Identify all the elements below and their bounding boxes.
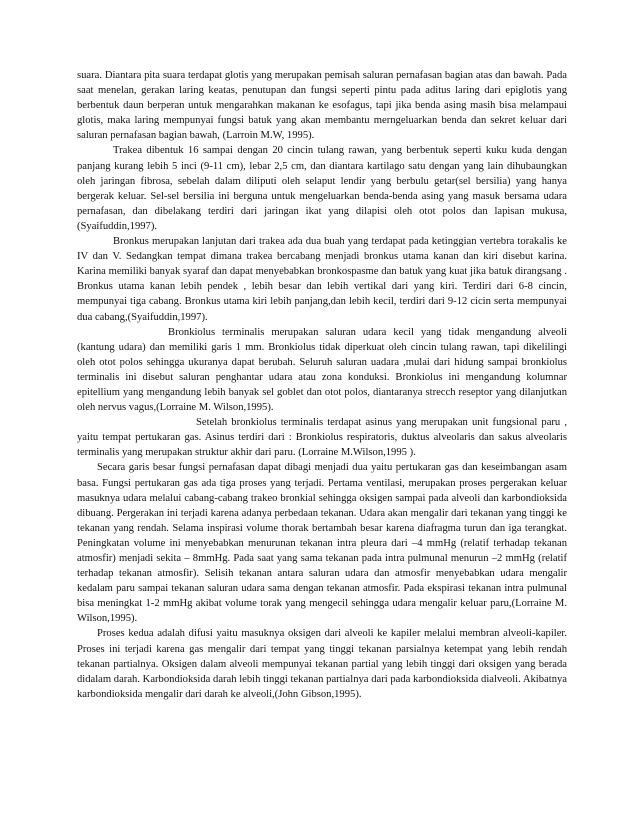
paragraph-larynx: suara. Diantara pita suara terdapat glotis yang merupakan pemisah saluran pernafasan bagian atas dan bawah. Pada saat menelan, gerakan laring keatas, penutupan dan fungsi seperti pintu pada aditus laring dari epiglotis yang berbentuk daun berperan untuk mengarahkan makanan ke esofagus, tapi jika benda asing masih bisa melampaui glotis, maka laring mempunyai fungsi batuk yang akan membantu merngeluarkan benda dan sekret keluar dari saluran pernafasan bagian bawah, (Larroin M.W, 1995). [77,70,567,142]
paragraph-ventilation: Secara garis besar fungsi pernafasan dapat dibagi menjadi dua yaitu pertukaran gas dan keseimbangan asam basa. Fungsi pertukaran gas ada tiga proses yang terjadi. Pertama ventilasi, merupakan proses pergerakan keluar masuknya udara melalui cabang-cabang trakeo bronkial sehingga oksigen sampai pada alveoli dan karbondioksida dibuang. Pergerakan ini terjadi karena adanya perbedaan tekanan. Udara akan mengalir dari tekanan yang tinggi ke tekanan yang rendah. Selama inspirasi volume thorak bertambah besar karena diafragma turun dan iga terangkat. Peningkatan volume ini menyebabkan menurunan tekanan intra pleura dari –4 mmHg (relatif terhadap tekanan atmosfir) menjadi sekita – 8mmHg. Pada saat yang sama tekanan pada intra pulmunal menurun –2 mmHg (relatif terhadap tekanan atmosfir). Selisih tekanan antara saluran udara dan atmosfir menyebabkan udara mengalir kedalam paru sampai tekanan saluran udara sama dengan tekanan atmosfir. Pada ekspirasi tekanan intra pulmunal bisa meningkat 1-2 mmHg akibat volume torak yang mengecil sehingga udara mengalir keluar paru,(Lorraine M. Wilson,1995). [77,462,567,625]
paragraph-trachea: Trakea dibentuk 16 sampai dengan 20 cincin tulang rawan, yang berbentuk seperti kuku kuda dengan panjang kurang lebih 5 inci (9-11 cm), lebar 2,5 cm, dan diantara kartilago satu dengan yang lain dihubaungkan oleh jaringan fibrosa, sebelah dalam diliputi oleh selaput lendir yang berbulu getar(sel bersilia) yang hanya bergerak keluar. Sel-sel bersilia ini berguna untuk mengeluarkan benda-benda asing yang masuk bersama udara pernafasan, dan dibelakang terdiri dari jaringan ikat yang dilapisi oleh otot polos dan lapisan mukusa, (Syaifuddin,1997). [77,145,567,232]
paragraph-diffusion: Proses kedua adalah difusi yaitu masuknya oksigen dari alveoli ke kapiler melalui membran alveoli-kapiler. Proses ini terjadi karena gas mengalir dari tempat yang tinggi tekanan parsialnya ketempat yang lebih rendah tekanan partialnya. Oksigen dalam alveoli mempunyai tekanan partial yang lebih tinggi dari oksigen yang berada didalam darah. Karbondioksida darah lebih tinggi tekanan partialnya dari pada karbondioksida dialveoli. Akibatnya karbondioksida mengalir dari darah ke alveoli,(John Gibson,1995). [77,628,567,700]
paragraph-acinus: Setelah bronkiolus terminalis terdapat asinus yang merupakan unit fungsional paru , yaitu tempat pertukaran gas. Asinus terdiri dari : Bronkiolus respiratoris, duktus alveolaris dan sakus alveolaris terminalis yang merupakan struktur akhir dari paru. (Lorraine M.Wilson,1995 ). [77,417,567,459]
body-text [77,68,567,702]
paragraph-bronchiolus: Bronkiolus terminalis merupakan saluran udara kecil yang tidak mengandung alveoli (kantung udara) dan memiliki garis 1 mm. Bronkiolus tidak diperkuat oleh cincin tulang rawan, tapi dikelilingi oleh otot polos sehingga ukuranya dapat berubah. Seluruh saluran uadara ,mulai dari hidung sampai bronkiolus terminalis ini disebut saluran penghantar udara atau zona konduksi. Bronkiolus ini mengandung kolumnar epitellium yang mengandung lebih banyak sel goblet dan otot polos, diantaranya strecch reseptor yang dilanjutkan oleh nervus vagus,(Lorraine M. Wilson,1995). [77,326,567,414]
paragraph-bronchus: Bronkus merupakan lanjutan dari trakea ada dua buah yang terdapat pada ketinggian vertebra torakalis ke IV dan V. Sedangkan tempat dimana trakea bercabang menjadi bronkus utama kanan dan kiri disebut karina. Karina memiliki banyak syaraf dan dapat menyebabkan bronkospasme dan batuk yang kuat jika batuk dirangsang . Bronkus utama kanan lebih pendek , lebih besar dan lebih vertikal dari yang kiri. Terdiri dari 6-8 cincin, mempunyai tiga cabang. Bronkus utama kiri lebih panjang,dan lebih kecil, terdiri dari 9-12 cicin serta mempunyai dua cabang,(Syaifuddin,1997). [77,236,567,323]
